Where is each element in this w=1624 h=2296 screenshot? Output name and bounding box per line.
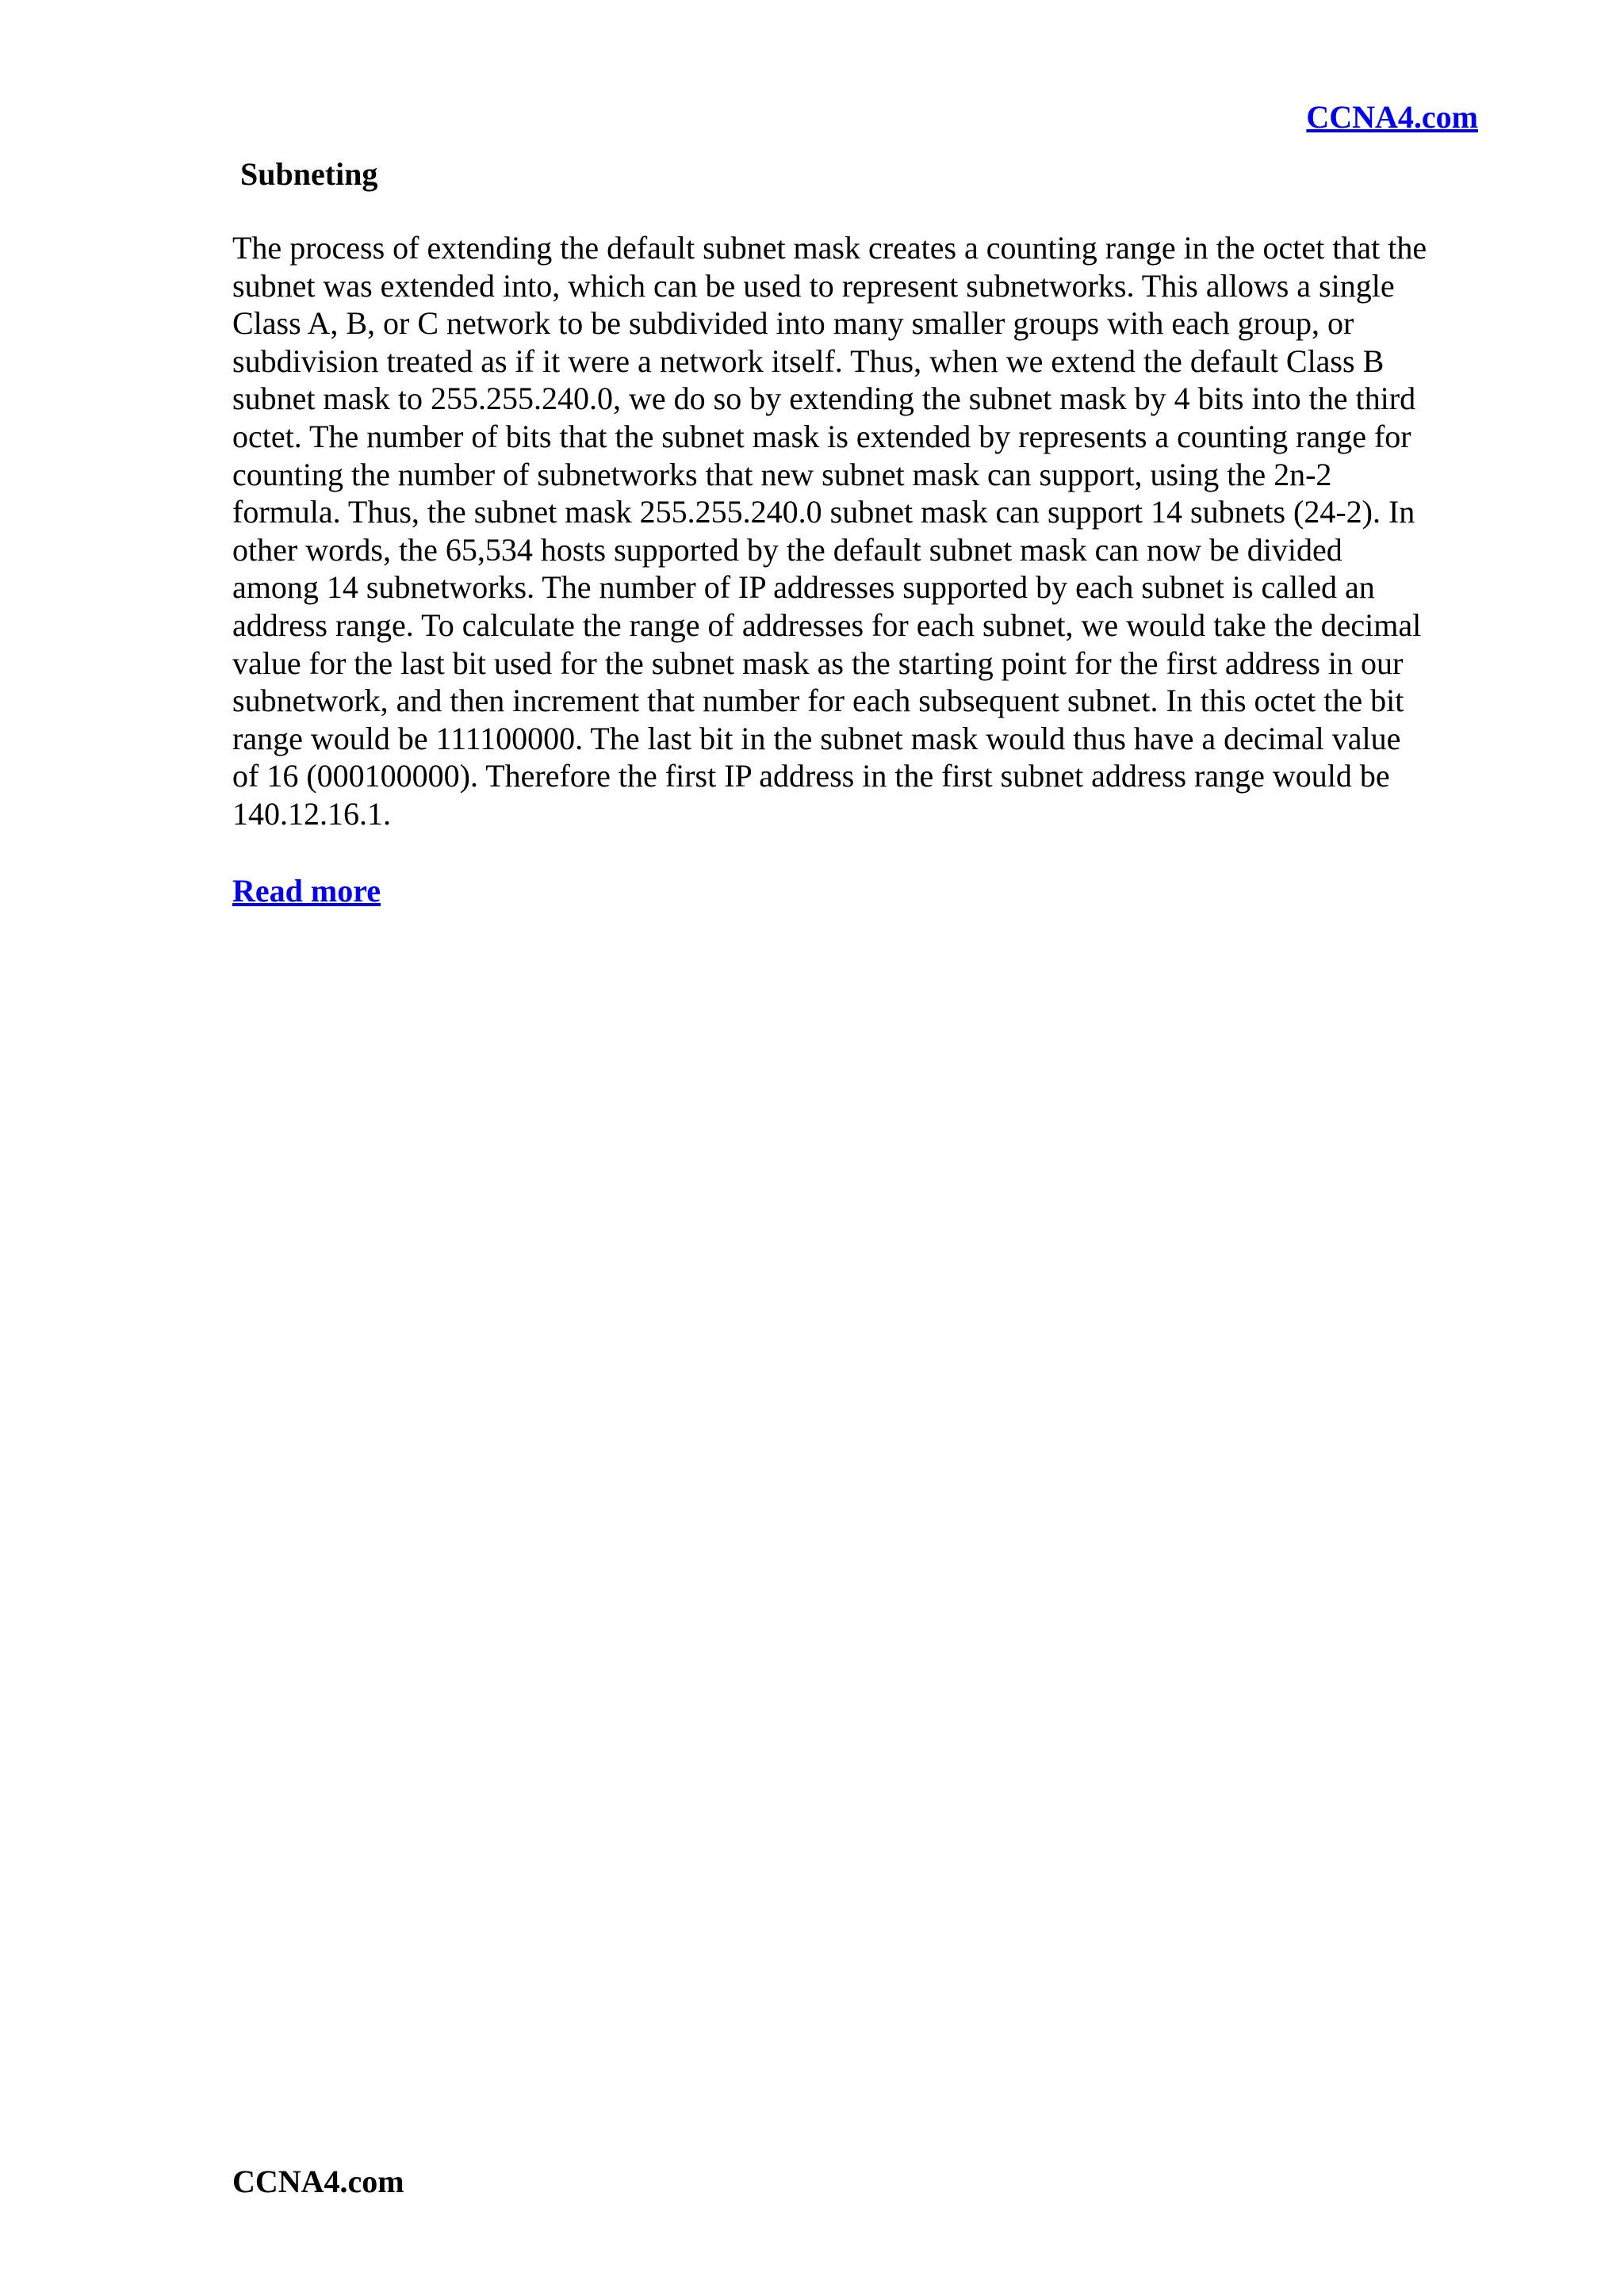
body-line: 140.12.16.1.: [232, 795, 391, 832]
read-more-link[interactable]: Read more: [232, 873, 381, 909]
body-line: subnet was extended into, which can be used to represent subnetworks. This allows a single: [232, 267, 1395, 304]
body-line: value for the last bit used for the subnet mask as the starting point for the first address in our: [232, 645, 1404, 681]
body-line: among 14 subnetworks. The number of IP addresses supported by each subnet is called an: [232, 569, 1375, 606]
body-line: subdivision treated as if it were a network itself. Thus, when we extend the default Class B: [232, 342, 1385, 379]
body-line: address range. To calculate the range of addresses for each subnet, we would take the decimal: [232, 607, 1422, 643]
body-line: of 16 (000100000). Therefore the first IP address in the first subnet address range would be: [232, 758, 1390, 794]
body-line: subnet mask to 255.255.240.0, we do so by extending the subnet mask by 4 bits into the third: [232, 381, 1416, 417]
header-site-link[interactable]: CCNA4.com: [1306, 99, 1478, 135]
footer-site-name: CCNA4.com: [232, 2164, 404, 2199]
body-line: The process of extending the default subnet mask creates a counting range in the octet that the: [232, 230, 1427, 266]
body-line: other words, the 65,534 hosts supported by the default subnet mask can now be divided: [232, 531, 1342, 568]
body-paragraph: [232, 229, 1485, 833]
section-title: Subneting: [240, 156, 378, 192]
body-line: range would be 111100000. The last bit in the subnet mask would thus have a decimal value: [232, 720, 1401, 756]
body-line: octet. The number of bits that the subnet mask is extended by represents a counting range for: [232, 418, 1411, 454]
body-line: formula. Thus, the subnet mask 255.255.240.0 subnet mask can support 14 subnets (24-2). In: [232, 494, 1415, 530]
body-line: subnetwork, and then increment that number for each subsequent subnet. In this octet the bit: [232, 683, 1404, 719]
body-line: counting the number of subnetworks that new subnet mask can support, using the 2n-2: [232, 456, 1332, 492]
body-line: Class A, B, or C network to be subdivided into many smaller groups with each group, or: [232, 305, 1354, 342]
